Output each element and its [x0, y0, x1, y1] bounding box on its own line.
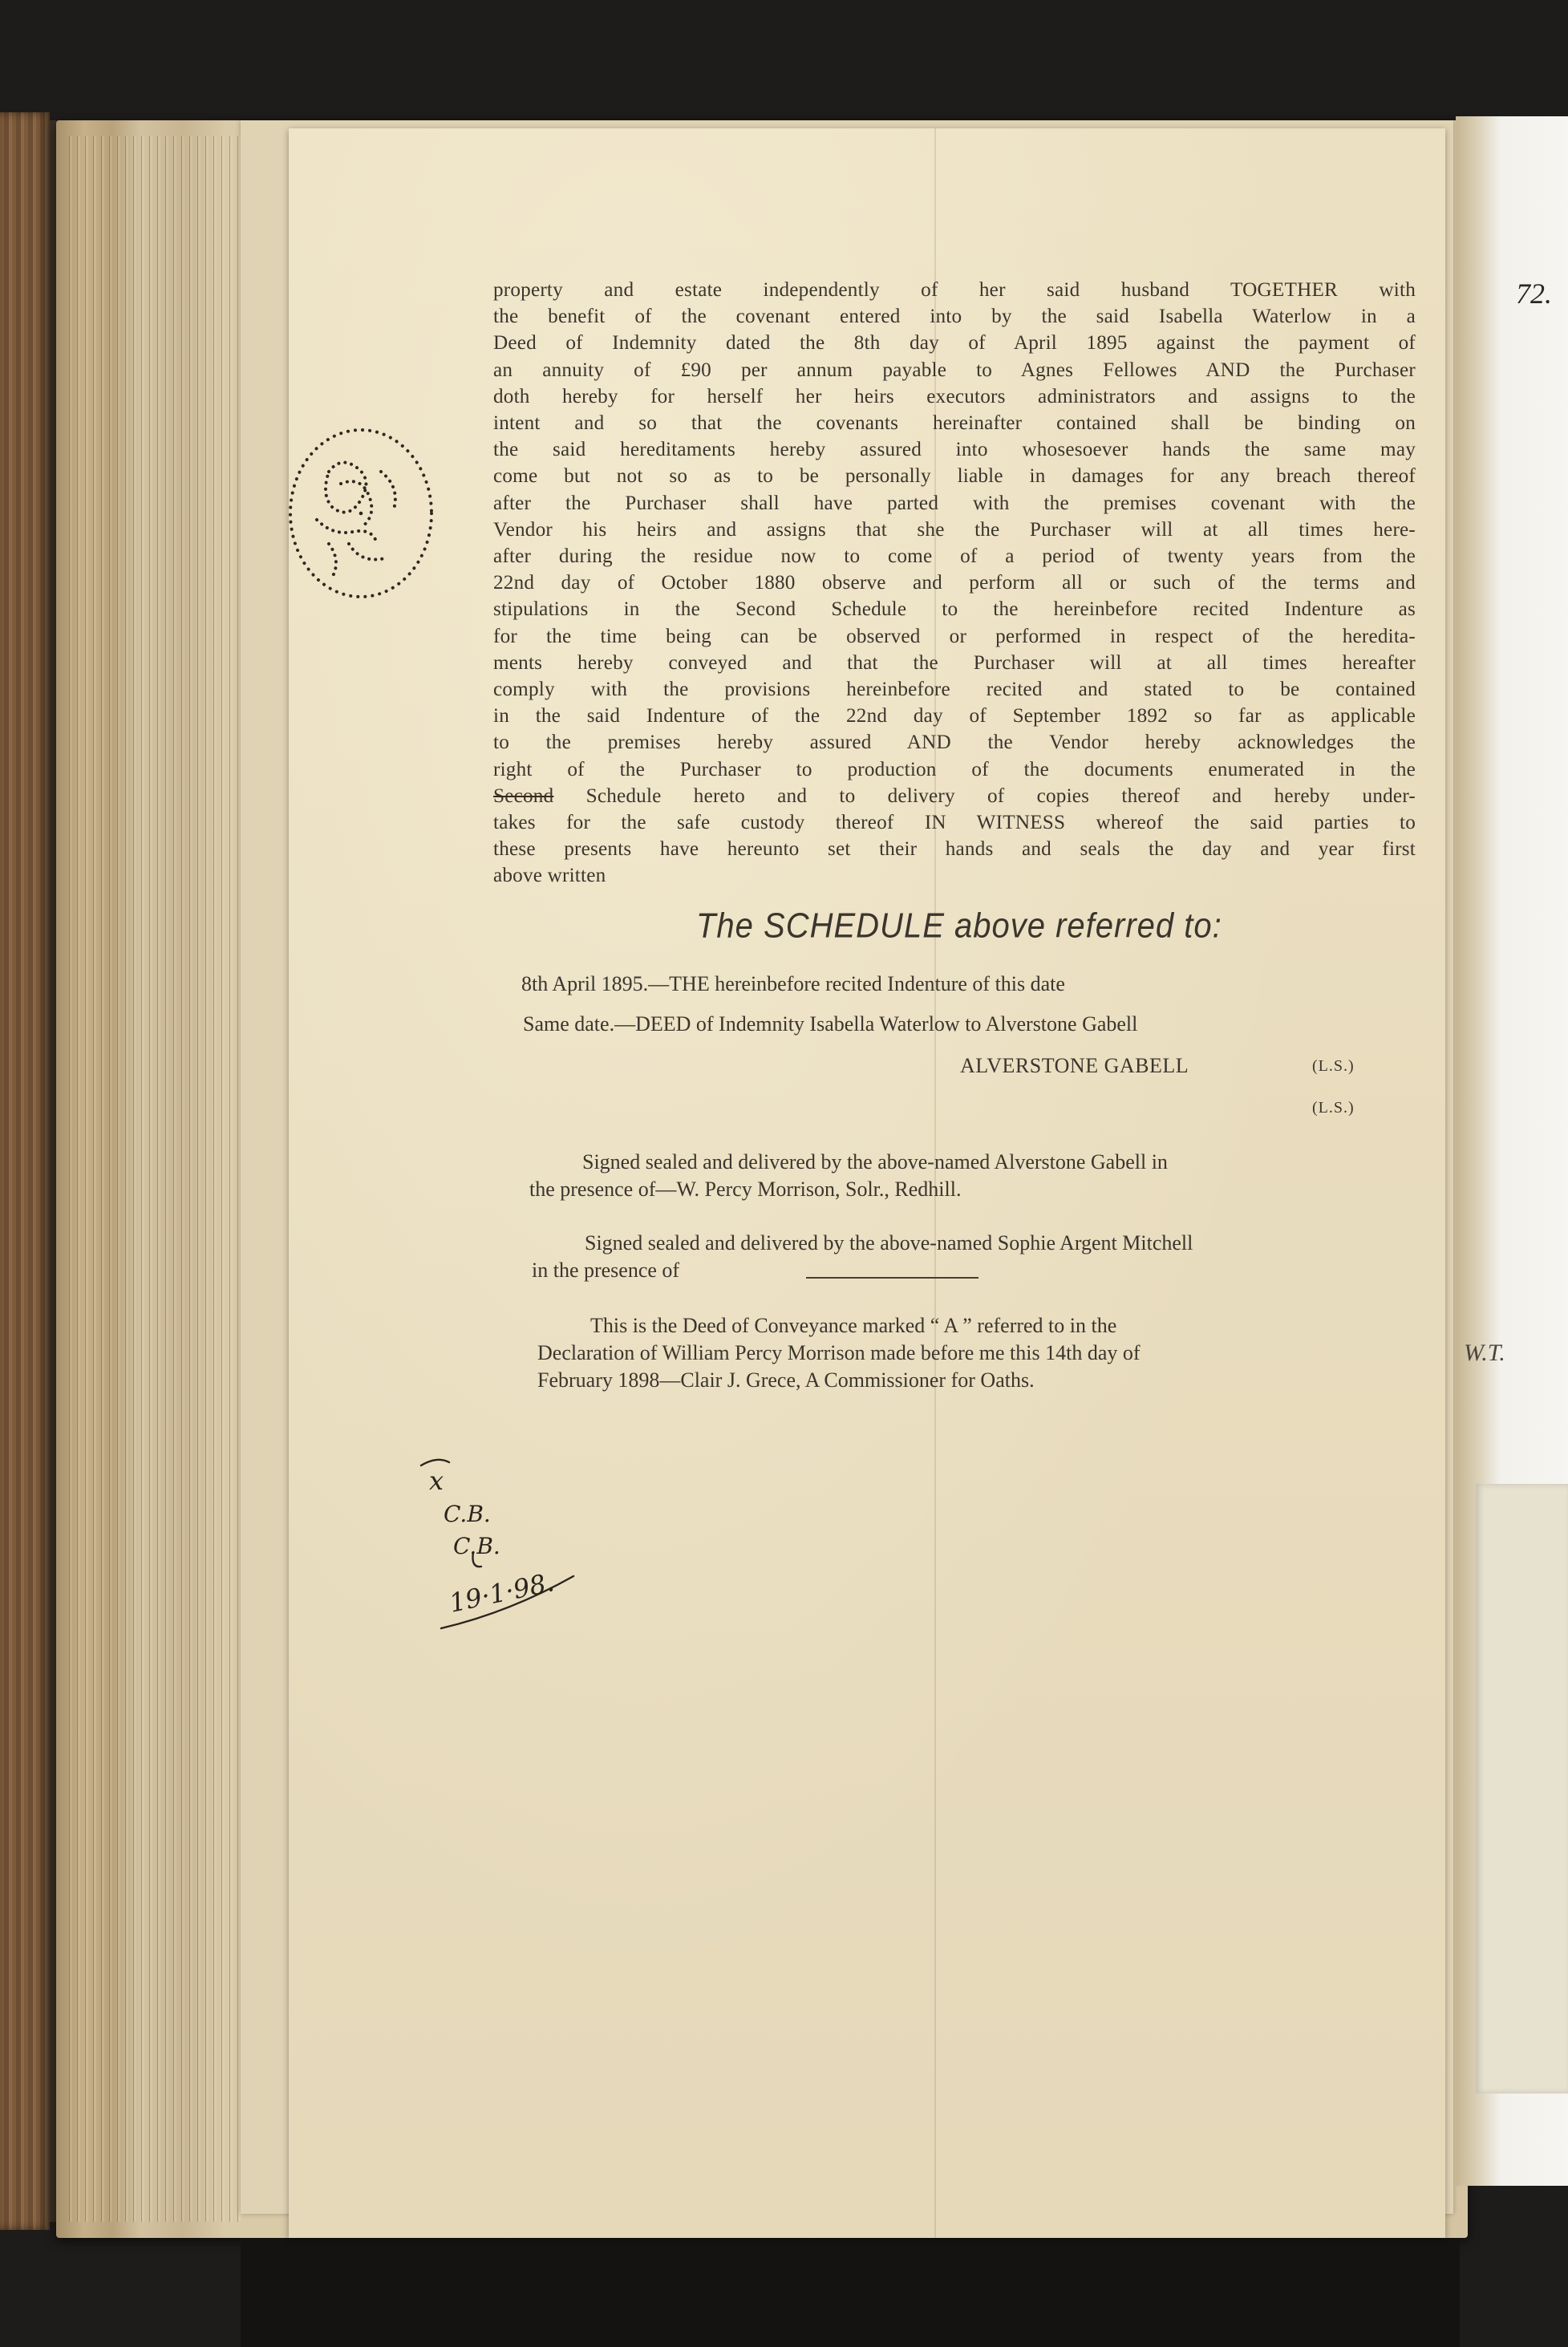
- attestation-line: Signed sealed and delivered by the above-named Alverstone Gabell in: [582, 1150, 1168, 1174]
- body-line: to the premises hereby assured AND the Vendor hereby acknowledges the: [493, 732, 1416, 754]
- declaration-note: [537, 1312, 1141, 1394]
- margin-page-number: 72.: [1516, 278, 1552, 310]
- margin-fragment: W.T.: [1464, 1340, 1505, 1366]
- body-line: takes for the safe custody thereof IN WITNESS whereof the said parties to: [493, 812, 1416, 834]
- declaration-line: February 1898—Clair J. Grece, A Commissioner for Oaths.: [537, 1368, 1035, 1392]
- body-line: stipulations in the Second Schedule to the hereinbefore recited Indenture as: [493, 598, 1416, 621]
- body-line: intent and so that the covenants hereinafter contained shall be binding on: [493, 412, 1416, 435]
- signatory-name: ALVERSTONE GABELL: [960, 1054, 1189, 1077]
- attestation-clause: [532, 1230, 1193, 1284]
- body-line: [493, 783, 1416, 809]
- schedule-entry: 8th April 1895.—THE hereinbefore recited Indenture of this date: [521, 972, 1065, 995]
- body-line: for the time being can be observed or performed in respect of the heredita-: [493, 625, 1416, 647]
- body-line: Deed of Indemnity dated the 8th day of April 1895 against the payment of: [493, 332, 1416, 355]
- declaration-line: This is the Deed of Conveyance marked “ A ” referred to in the: [590, 1314, 1117, 1337]
- body-line: doth hereby for herself her heirs executors administrators and assigns to the: [493, 385, 1416, 407]
- body-line-rest: Schedule hereto and to delivery of copies thereof and hereby under-: [553, 784, 1416, 807]
- body-line: right of the Purchaser to production of the documents enumerated in the: [493, 758, 1416, 780]
- binding-cloth: [0, 112, 50, 2230]
- attestation-line: Signed sealed and delivered by the above-named Sophie Argent Mitchell: [585, 1231, 1193, 1255]
- body-line: these presents have hereunto set their hands and seals the day and year first: [493, 838, 1416, 861]
- body-line: property and estate independently of her said husband TOGETHER with: [493, 279, 1416, 301]
- body-line: above written: [493, 865, 606, 887]
- body-line: ments hereby conveyed and that the Purchaser will at all times hereafter: [493, 651, 1416, 674]
- body-line: the benefit of the covenant entered into by the said Isabella Waterlow in a: [493, 306, 1416, 328]
- body-line: after the Purchaser shall have parted with the premises covenant with the: [493, 492, 1416, 514]
- body-line: an annuity of £90 per annum payable to Agnes Fellowes AND the Purchaser: [493, 359, 1416, 381]
- attestation-clause: [529, 1149, 1168, 1203]
- body-line: 22nd day of October 1880 observe and perform all or such of the terms and: [493, 572, 1416, 594]
- seal-mark: (L.S.): [1312, 1099, 1355, 1117]
- declaration-line: Declaration of William Percy Morrison made before me this 14th day of: [537, 1341, 1141, 1364]
- struck-word: Second: [493, 784, 554, 807]
- body-line: come but not so as to be personally liable in damages for any breach thereof: [493, 465, 1416, 488]
- handwritten-date: 19·1·98.: [446, 1567, 557, 1619]
- handwritten-initials-2: C.B.: [453, 1533, 500, 1559]
- body-line: in the said Indenture of the 22nd day of September 1892 so far as applicable: [493, 705, 1416, 728]
- attestation-line: in the presence of: [532, 1259, 680, 1282]
- body-line: Vendor his heirs and assigns that she the Purchaser will at all times here-: [493, 518, 1416, 541]
- facing-page-insert: [1476, 1484, 1568, 2094]
- bottom-shadow: [241, 2238, 1460, 2347]
- handwritten-initials-and-date: [413, 1456, 590, 1640]
- perforated-seal-stamp: [285, 424, 437, 604]
- attestation-line: the presence of—W. Percy Morrison, Solr., Redhill.: [529, 1178, 962, 1201]
- page-stack-edges: [64, 136, 241, 2222]
- schedule-heading: The SCHEDULE above referred to:: [696, 906, 1222, 946]
- body-line: comply with the provisions hereinbefore recited and stated to be contained: [493, 679, 1416, 701]
- seal-mark: (L.S.): [1312, 1057, 1355, 1075]
- body-line: after during the residue now to come of a period of twenty years from the: [493, 545, 1416, 568]
- deed-body-paragraph: [493, 277, 1416, 890]
- handwritten-mark: x: [429, 1465, 444, 1496]
- witness-signature-line: [806, 1277, 978, 1279]
- handwritten-initials: C.B.: [444, 1501, 491, 1527]
- schedule-entry: Same date.—DEED of Indemnity Isabella Waterlow to Alverstone Gabell: [523, 1012, 1138, 1036]
- body-line: the said hereditaments hereby assured into whosesoever hands the same may: [493, 439, 1416, 461]
